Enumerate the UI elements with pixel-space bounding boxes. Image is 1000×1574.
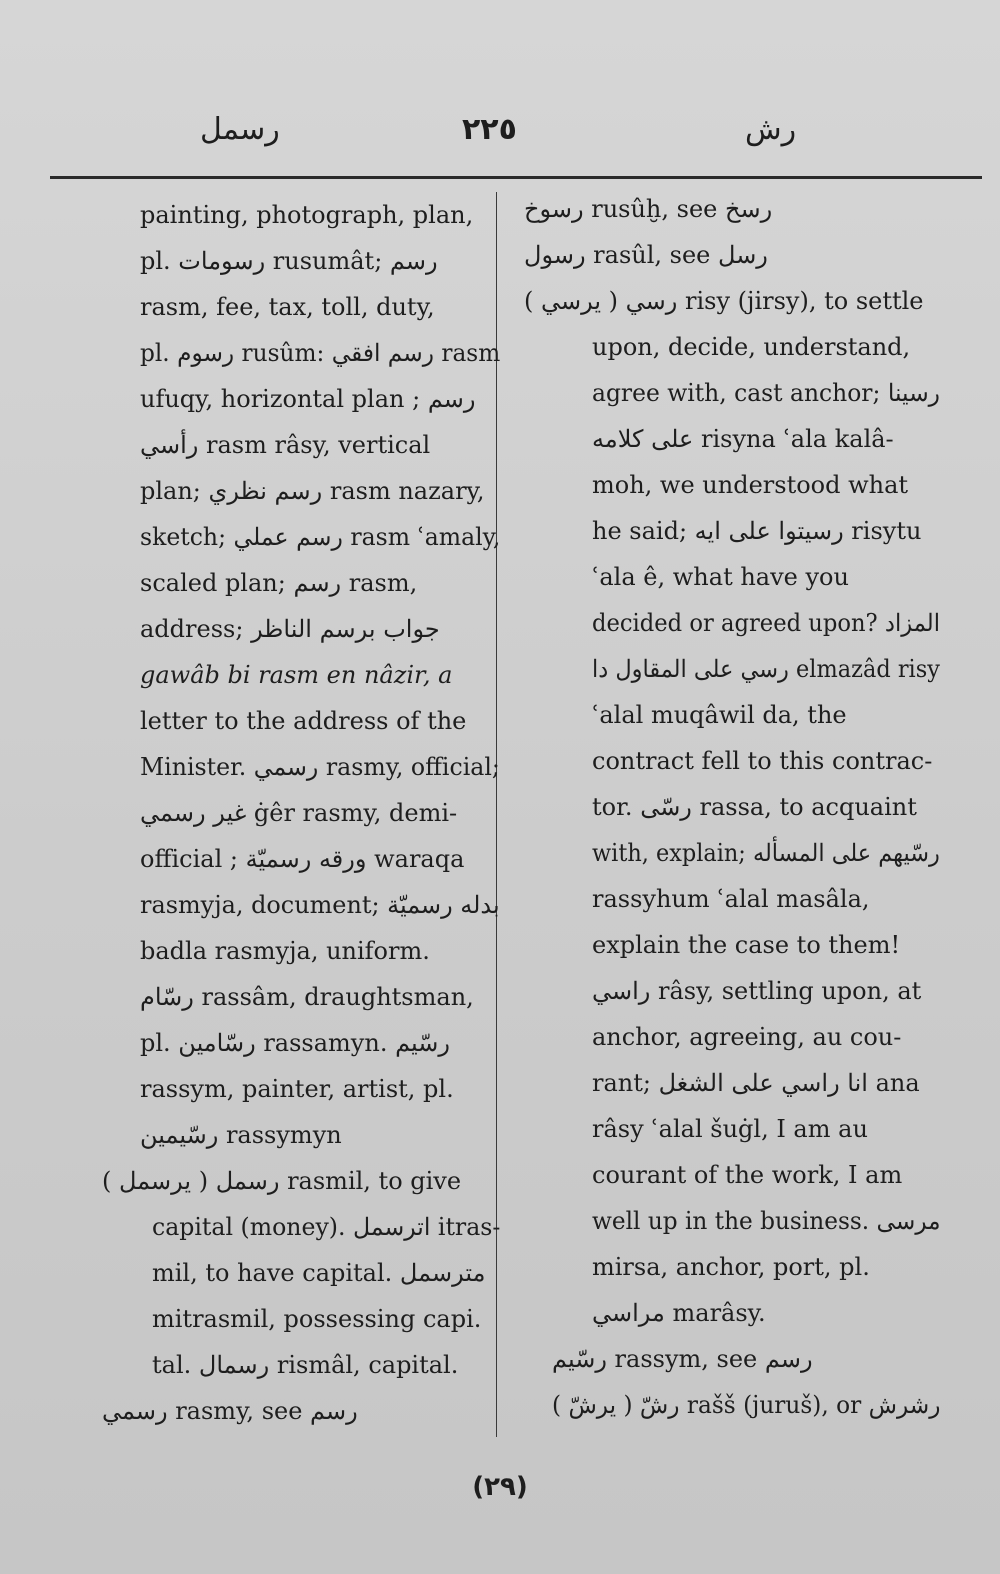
- entry-line: mirsa, anchor, port, pl.: [592, 1253, 870, 1281]
- entry-line: moh, we understood what: [592, 471, 909, 499]
- entry-line: he said; رسيتوا على ايه risytu: [592, 517, 922, 545]
- entry-line: letter to the address of the: [140, 707, 467, 735]
- page-number: ٢٢٥: [462, 112, 517, 147]
- entry-line: رأسي rasm râsy, vertical: [140, 431, 431, 459]
- entry-line: with, explain; رسّيهم على المسأله: [592, 839, 940, 867]
- entry-line: capital (money). اترسمل itras-: [152, 1213, 501, 1241]
- entry-line: mitrasmil, possessing capi.: [152, 1305, 482, 1333]
- entry-line: agree with, cast anchor; رسينا: [592, 379, 940, 407]
- entry-line: upon, decide, understand,: [592, 333, 911, 361]
- entry-line: decided or agreed upon? المزاد: [592, 609, 940, 637]
- entry-headword-line: رسي ( يرسي ) risy (jirsy), to settle: [524, 287, 924, 315]
- entry-line: ufuqy, horizontal plan ; رسم: [140, 385, 476, 413]
- entry-line: explain the case to them!: [592, 931, 901, 959]
- entry-headword-line: رسمل ( يرسمل ) rasmil, to give: [102, 1167, 462, 1195]
- entry-line: pl. رسوم rusûm: رسم افقي rasm: [140, 339, 501, 367]
- entry-line: mil, to have capital. مترسمل: [152, 1259, 486, 1287]
- entry-line: غير رسمي ġêr rasmy, demi-: [140, 799, 458, 827]
- entry-line: well up in the business. مرسى: [592, 1207, 941, 1235]
- entry-line: tor. رسّى rassa, to acquaint: [592, 793, 917, 821]
- header-rule: [50, 176, 982, 179]
- entry-line: راسي râsy, settling upon, at: [592, 977, 922, 1005]
- entry-line: ʿalal muqâwil da, the: [592, 701, 847, 729]
- header-right-catchword: رش: [745, 112, 797, 147]
- entry-line: contract fell to this contrac-: [592, 747, 933, 775]
- entry-line: رسّام rassâm, draughtsman,: [140, 983, 474, 1011]
- page-header: [0, 112, 1000, 162]
- entry-line: badla rasmyja, uniform.: [140, 937, 430, 965]
- entry-line: râsy ʿalal šuġl, I am au: [592, 1115, 868, 1143]
- entry-line: رسّيمين rassymyn: [140, 1121, 342, 1149]
- entry-line: على كلامه risyna ʿala kalâ-: [592, 425, 894, 453]
- column-divider: [496, 192, 497, 1437]
- entry-line: rant; انا راسي على الشغل ana: [592, 1069, 920, 1097]
- entry-line: gawâb bi rasm en nâzir, a: [140, 661, 453, 689]
- entry-line: sketch; رسم عملي rasm ʿamaly,: [140, 523, 501, 551]
- entry-headword-line: رسّيم rassym, see رسم: [552, 1345, 813, 1373]
- entry-line: anchor, agreeing, au cou-: [592, 1023, 902, 1051]
- entry-line: pl. رسومات rusumât; رسم: [140, 247, 438, 275]
- entry-line: ʿala ê, what have you: [592, 563, 849, 591]
- entry-line: scaled plan; رسم rasm,: [140, 569, 418, 597]
- entry-line: pl. رسّامين rassamyn. رسّيم: [140, 1029, 450, 1057]
- entry-line: رسي على المقاول دا elmazâd risy: [592, 655, 940, 683]
- entry-line: rassyhum ʿalal masâla,: [592, 885, 870, 913]
- entry-line: address; جواب برسم الناظر: [140, 615, 440, 643]
- entry-line: courant of the work, I am: [592, 1161, 903, 1189]
- signature-mark: (٢٩): [472, 1472, 528, 1502]
- entry-line: rasmyja, document; بدله رسميّة: [140, 891, 500, 919]
- entry-line: Minister. رسمي rasmy, official;: [140, 753, 500, 781]
- entry-headword-line: رشّ ( يرشّ ) rašš (juruš), or رشرش: [552, 1391, 941, 1419]
- entry-headword-line: رسمي rasmy, see رسم: [102, 1397, 358, 1425]
- entry-headword-line: رسول rasûl, see رسل: [524, 241, 768, 269]
- header-left-catchword: رسمل: [200, 112, 280, 147]
- entry-line: painting, photograph, plan,: [140, 201, 474, 229]
- entry-line: rasm, fee, tax, toll, duty,: [140, 293, 435, 321]
- entry-line: مراسي marâsy.: [592, 1299, 766, 1327]
- entry-line: rassym, painter, artist, pl.: [140, 1075, 454, 1103]
- entry-line: tal. رسمال rismâl, capital.: [152, 1351, 459, 1379]
- entry-headword-line: رسوخ rusûḫ, see رسخ: [524, 195, 773, 223]
- entry-line: official ; ورقه رسميّة waraqa: [140, 845, 465, 873]
- entry-line: plan; رسم نظري rasm nazary,: [140, 477, 485, 505]
